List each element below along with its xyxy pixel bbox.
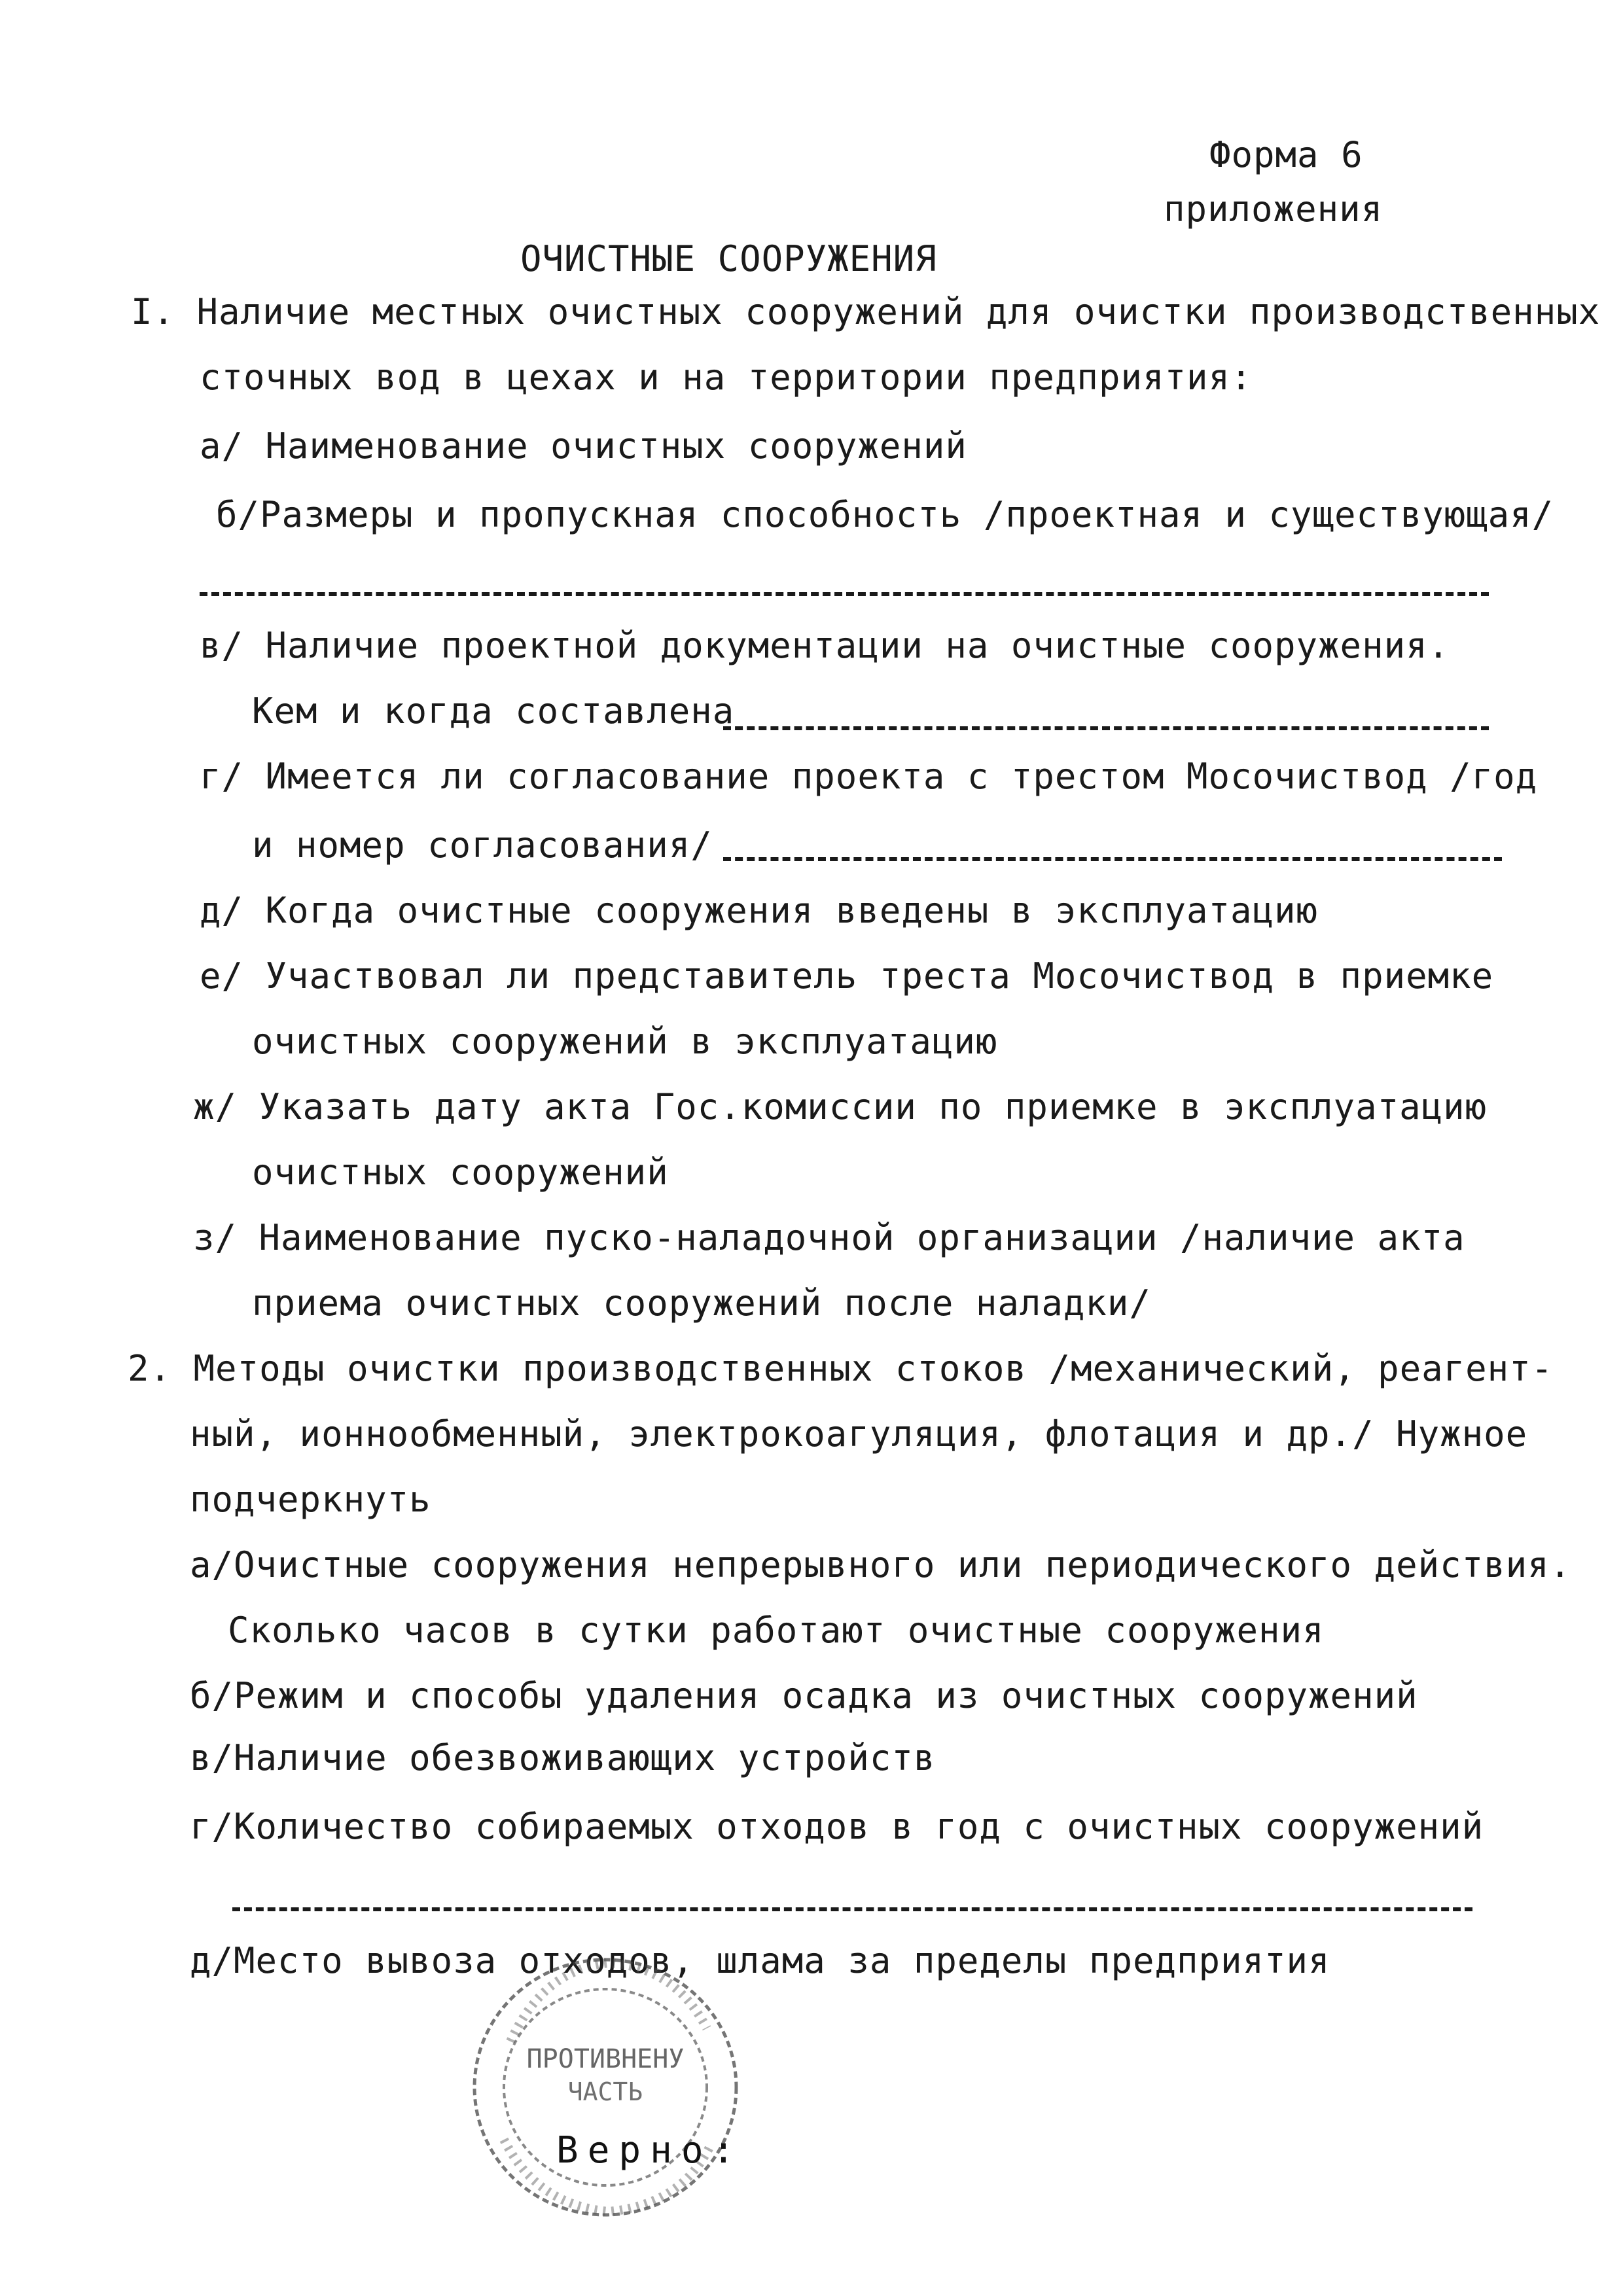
section1-intro-line2: сточных вод в цехах и на территории предприятия: [200, 357, 1253, 398]
item-1e-line2: очистных сооружений в эксплуатацию [252, 1021, 998, 1062]
seal-center-line2: ЧАСТЬ [567, 2077, 643, 2106]
section2-intro-line3: подчеркнуть [190, 1479, 431, 1520]
item-1g-line1: г/ Имеется ли согласование проекта с трестом Мосочиствод /год [200, 756, 1538, 797]
item-1a: а/ Наименование очистных сооружений [200, 425, 967, 467]
item-1b: б/Размеры и пропускная способность /проектная и существующая/ [216, 494, 1554, 535]
form-number: Форма 6 [1209, 134, 1363, 175]
item-2a-line2: Сколько часов в сутки работают очистные сооружения [228, 1610, 1325, 1651]
item-1d: д/ Когда очистные сооружения введены в эксплуатацию [200, 890, 1319, 931]
blank-line [723, 857, 1502, 861]
blank-line [723, 726, 1489, 730]
item-1z-line1: з/ Наименование пуско-наладочной организации /наличие акта [193, 1217, 1465, 1258]
item-1g-line2: и номер согласования/ [252, 824, 713, 866]
item-1zh-line2: очистных сооружений [252, 1152, 669, 1193]
item-1v-line1: в/ Наличие проектной документации на очистные сооружения. [200, 625, 1450, 666]
blank-line [200, 592, 1489, 596]
item-2g: г/Количество собираемых отходов в год с очистных сооружений [190, 1806, 1484, 1847]
item-2d: д/Место вывоза отходов, шлама за пределы предприятия [190, 1940, 1330, 1981]
item-1zh-line1: ж/ Указать дату акта Гос.комиссии по приемке в эксплуатацию [193, 1086, 1488, 1127]
blank-line [232, 1907, 1472, 1911]
item-2a-line1: а/Очистные сооружения непрерывного или периодического действия. [190, 1544, 1572, 1585]
seal-icon [458, 1943, 766, 2231]
item-1v-line2: Кем и когда составлена [252, 690, 735, 732]
page-title: ОЧИСТНЫЕ СООРУЖЕНИЯ [520, 238, 937, 279]
round-seal-stamp [458, 1943, 766, 2231]
section2-intro-line2: ный, ионнообменный, электрокоагуляция, флотация и др./ Нужное [190, 1413, 1528, 1455]
seal-center-line1: ПРОТИВНЕНУ [526, 2044, 685, 2074]
appendix-label: приложения [1164, 188, 1383, 230]
section1-intro-line1: I. Наличие местных очистных сооружений для очистки производственных [131, 291, 1601, 332]
item-2v: в/Наличие обезвоживающих устройств [190, 1737, 936, 1778]
verno-mark: Верно: [556, 2129, 744, 2172]
section2-intro-line1: 2. Методы очистки производственных стоков /механический, реагент- [128, 1348, 1554, 1389]
item-1z-line2: приема очистных сооружений после наладки/ [252, 1282, 1151, 1324]
item-1e-line1: е/ Участвовал ли представитель треста Мосочиствод в приемке [200, 955, 1494, 997]
item-2b: б/Режим и способы удаления осадка из очистных сооружений [190, 1675, 1418, 1716]
